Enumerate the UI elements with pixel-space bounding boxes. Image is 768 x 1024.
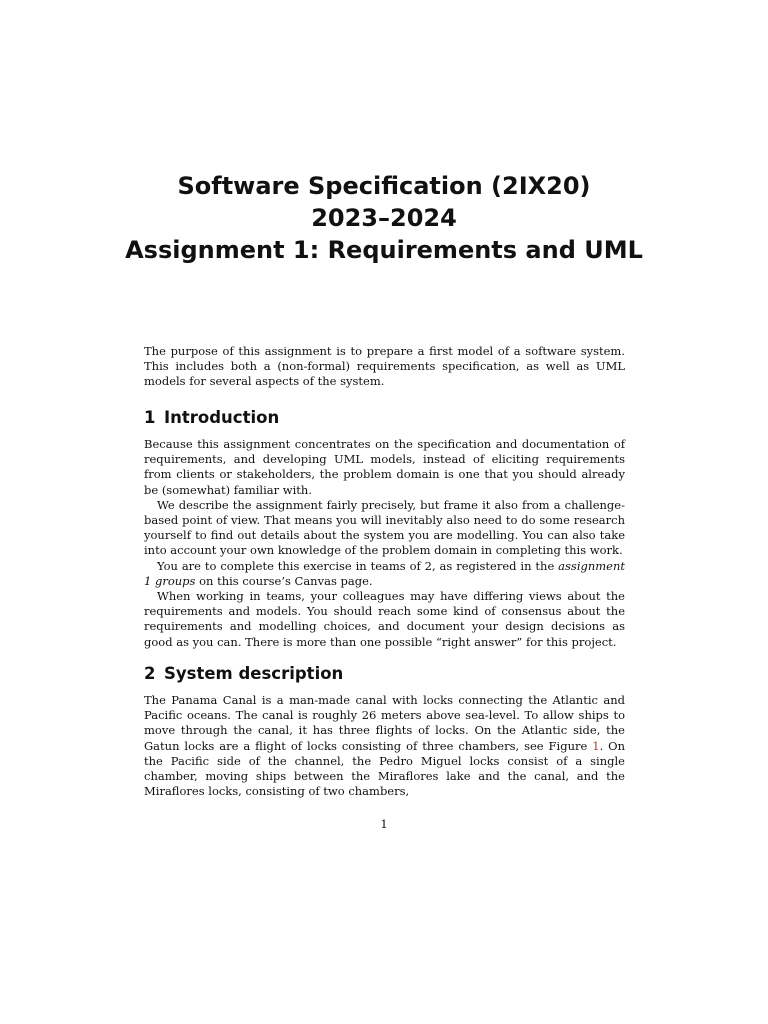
introduction-paragraph-1: Because this assignment concentrates on the specification and documentation of requirements, and developing UML models, instead of eliciting requirements from clients or stakeholders, the problem domain is one that you should already be (somewhat) familiar with. [144, 437, 625, 497]
section-title: System description [164, 664, 344, 683]
abstract-paragraph: The purpose of this assignment is to prepare a first model of a software system. This includes both a (non-formal) requirements specification, as well as UML models for several aspects of the system. [144, 344, 625, 389]
title-assignment: Assignment 1: Requirements and UML [125, 236, 643, 264]
paragraph-text: The Panama Canal is a man-made canal with locks connecting the Atlantic and Pacific oceans. The canal is roughly 26 meters above sea-level. To allow ships to move through the canal, it has three flights of locks. On the Atlantic side, the Gatun locks are a flight of locks consisting of three chambers, see Figure [144, 693, 625, 753]
section-heading-introduction [144, 408, 279, 428]
title-course: Software Specification (2IX20) [177, 172, 591, 200]
introduction-paragraph-3 [144, 559, 625, 589]
document-title [0, 170, 768, 266]
section-title: Introduction [164, 408, 280, 427]
section-system-description-body [144, 693, 625, 799]
introduction-paragraph-2: We describe the assignment fairly precisely, but frame it also from a challenge-based point of view. That means you will inevitably also need to do some research yourself to find out details about the system you are modelling. You can also take into account your own knowledge of the problem domain in completing this work. [144, 497, 625, 558]
figure-reference-link[interactable]: 1 [592, 738, 600, 753]
paragraph-text: . On the Pacific side of the channel, the Pedro Miguel locks consist of a single chamber, moving ships between the Miraflores lake and the canal, and the Miraflores locks, consisting of two chambers, [144, 738, 625, 799]
section-number: 1 [144, 408, 156, 427]
section-introduction-body [144, 437, 625, 650]
system-description-paragraph-1 [144, 693, 625, 799]
paragraph-text: on this course’s Canvas page. [195, 573, 373, 588]
section-heading-system-description [144, 664, 343, 684]
page-number: 1 [380, 817, 388, 831]
introduction-paragraph-4: When working in teams, your colleagues may have differing views about the requirements and models. You should reach some kind of consensus about the requirements and modelling choices, and document your design decisions as good as you can. There is more than one possible “right answer” for this project. [144, 589, 625, 649]
canvas-group-reference: assignment 1 groups [144, 558, 625, 588]
title-year: 2023–2024 [311, 204, 457, 232]
section-number: 2 [144, 664, 156, 683]
paragraph-text: You are to complete this exercise in teams of 2, as registered in the [157, 558, 559, 573]
abstract [144, 344, 625, 390]
